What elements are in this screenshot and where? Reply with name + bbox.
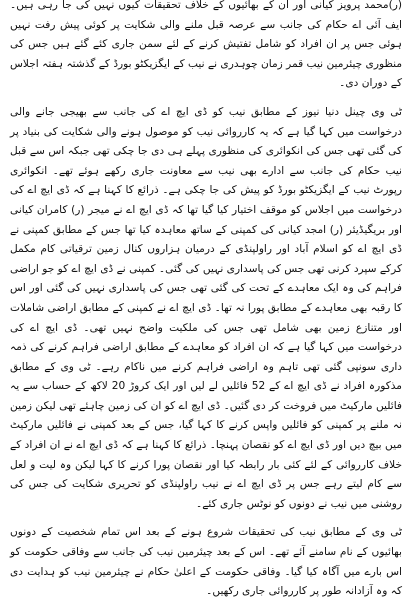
article-body <box>10 0 402 598</box>
paragraph-gap <box>10 94 402 103</box>
article-paragraph-1: (ر)محمد پرویز کیانی اور ان کے بھائیوں کے خلاف تحقیقات کیوں نہیں کی جا رہی ہیں۔ ایف آئی اے حکام کی جانب سے عرصہ قبل ملنے والی شکایت پر کوئی پیش رفت نہیں ہوئی جس پر ان افراد کو شامل تفتیش کرنے کے لئے سمن جاری کئے گئے ہیں جس کی منظوری چیئرمین نیب قمر زمان چوہدری نے نیب کے ایگزیکٹو بورڈ کے گذشتہ ہفتہ اجلاس کے دوران دی۔ <box>10 0 402 90</box>
article-paragraph-2: ٹی وی چینل دنیا نیوز کے مطابق نیب کو ڈی ایچ اے کی جانب سے بھیجی جانے والی درخواست میں کہا گیا ہے کہ یہ کارروائی نیب کو موصول ہونے والی شکایت کی بنیاد پر کی گئی تھی جس کی انکوائری کی منظوری پہلے ہی دی جا چکی تھی جبکہ اس سے قبل نیب حکام کی جانب سے ادارے بھی نیب سے معاونت جاری رکھے ہوئے تھے۔ انکوائری رپورٹ نیب کے ایگزیکٹو بورڈ کو پیش کی جا چکی ہے۔ ذرائع کا کہنا ہے کہ ڈی ایچ اے کی درخواست میں اجلاس کو موقف اختیار کیا گیا تھا کہ ڈی ایچ اے نے میجر (ر) کامران کیانی اور بریگیڈیئر (ر) امجد کیانی کی کمپنی کے ساتھ معاہدہ کیا تھا جس کے مطابق کمپنی نے ڈی ایچ اے کو اسلام آباد اور راولپنڈی کے درمیان ہزاروں کنال زمین ترقیاتی کام مکمل کرکے سپرد کرنی تھی جس کی پاسداری نہیں کی گئی۔ کمپنی نے ڈی ایچ اے کو جو اراضی فراہم کی وہ ایک معاہدے کے تحت کی گئی تھی جس کی پاسداری نہیں کی گئی اور اس کا رقبہ بھی معاہدے کے مطابق پورا نہ تھا۔ ڈی ایچ اے نے کمپنی کے مطابق اراضی شاملات اور متنازع زمین بھی شامل تھی جس کی ملکیت واضح نہیں تھی۔ ڈی ایچ اے کی درخواست میں کہا گیا ہے کہ ان افراد کو معاہدے کے مطابق اراضی فراہم کرنے کی ذمہ داری سونپی گئی تھی تاہم وہ اراضی فراہم کرنے میں ناکام رہے۔ ٹی وی کے مطابق مذکورہ افراد نے ڈی ایچ اے کے 52 فائلیں لے لیں اور ایک کروڑ 20 لاکھ کے حساب سے یہ فائلیں مارکیٹ میں فروخت کر دی گئیں۔ ڈی ایچ اے کو ان کی زمین چاہئے تھی لیکن زمین نہ ملنے پر کمپنی کو فائلیں واپس کرنے کا کہا گیا، جس کے بعد کمپنی نے فائلیں مارکیٹ میں بیچ دیں اور ڈی ایچ اے کو نقصان پہنچا۔ ذرائع کا کہنا ہے کہ ڈی ایچ اے نے ان افراد کے خلاف کارروائی کے لئے کئی بار رابطہ کیا اور نقصان پورا کرنے کا کہا لیکن وہ لیت و لعل سے کام لیتے رہے جس پر ڈی ایچ اے نے نیب راولپنڈی کو تحریری شکایت کی جس کی روشنی میں نیب نے دونوں کو نوٹس جاری کئے۔ <box>10 105 402 510</box>
paragraph-gap <box>10 514 402 523</box>
article-paragraph-3: ٹی وی کے مطابق نیب کی تحقیقات شروع ہونے کے بعد اس تمام شخصیت کے دونوں بھائیوں کے نام سامنے آئے تھے۔ اس کے بعد چیئرمین نیب کی جانب سے وفاقی حکومت کو اس بارے میں آگاہ کیا گیا۔ وفاقی حکومت کے اعلیٰ حکام نے چیئرمین نیب کو ہدایت دی کہ وہ آزادانہ طور پر کارروائی جاری رکھیں۔ <box>10 526 402 598</box>
